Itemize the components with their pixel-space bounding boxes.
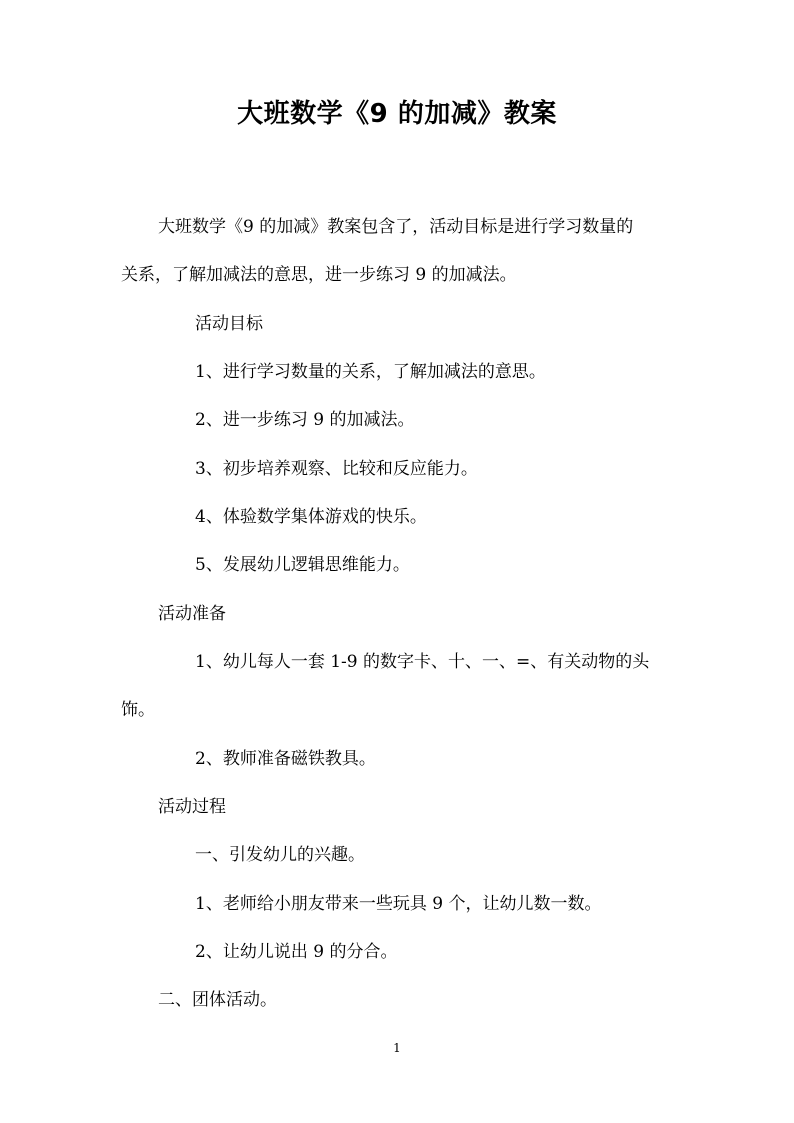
prep-item-1-line-2: 饰。 xyxy=(121,700,155,720)
goal-item: 1、进行学习数量的关系，了解加减法的意思。 xyxy=(195,362,546,382)
prep-heading: 活动准备 xyxy=(158,604,226,624)
goal-item: 2、进一步练习 9 的加减法。 xyxy=(195,410,415,430)
document-title: 大班数学《9 的加减》教案 xyxy=(237,99,557,129)
process-step-2: 二、团体活动。 xyxy=(158,990,277,1010)
goal-item: 4、体验数学集体游戏的快乐。 xyxy=(195,507,427,527)
process-item: 1、老师给小朋友带来一些玩具 9 个，让幼儿数一数。 xyxy=(195,894,602,914)
goal-item: 5、发展幼儿逻辑思维能力。 xyxy=(195,555,410,575)
process-step-1: 一、引发幼儿的兴趣。 xyxy=(195,845,365,865)
goal-item: 3、初步培养观察、比较和反应能力。 xyxy=(195,459,478,479)
intro-paragraph-line-2: 关系，了解加减法的意思，进一步练习 9 的加减法。 xyxy=(121,265,517,285)
process-item: 2、让幼儿说出 9 的分合。 xyxy=(195,942,398,962)
prep-item-1-line-1: 1、幼儿每人一套 1-9 的数字卡、十、一、=、有关动物的头 xyxy=(195,652,650,672)
goals-heading: 活动目标 xyxy=(195,314,263,334)
prep-item-2: 2、教师准备磁铁教具。 xyxy=(195,749,376,769)
page-number: 1 xyxy=(393,1041,401,1055)
process-heading: 活动过程 xyxy=(158,797,226,817)
intro-paragraph-line-1: 大班数学《9 的加减》教案包含了，活动目标是进行学习数量的 xyxy=(158,217,634,237)
